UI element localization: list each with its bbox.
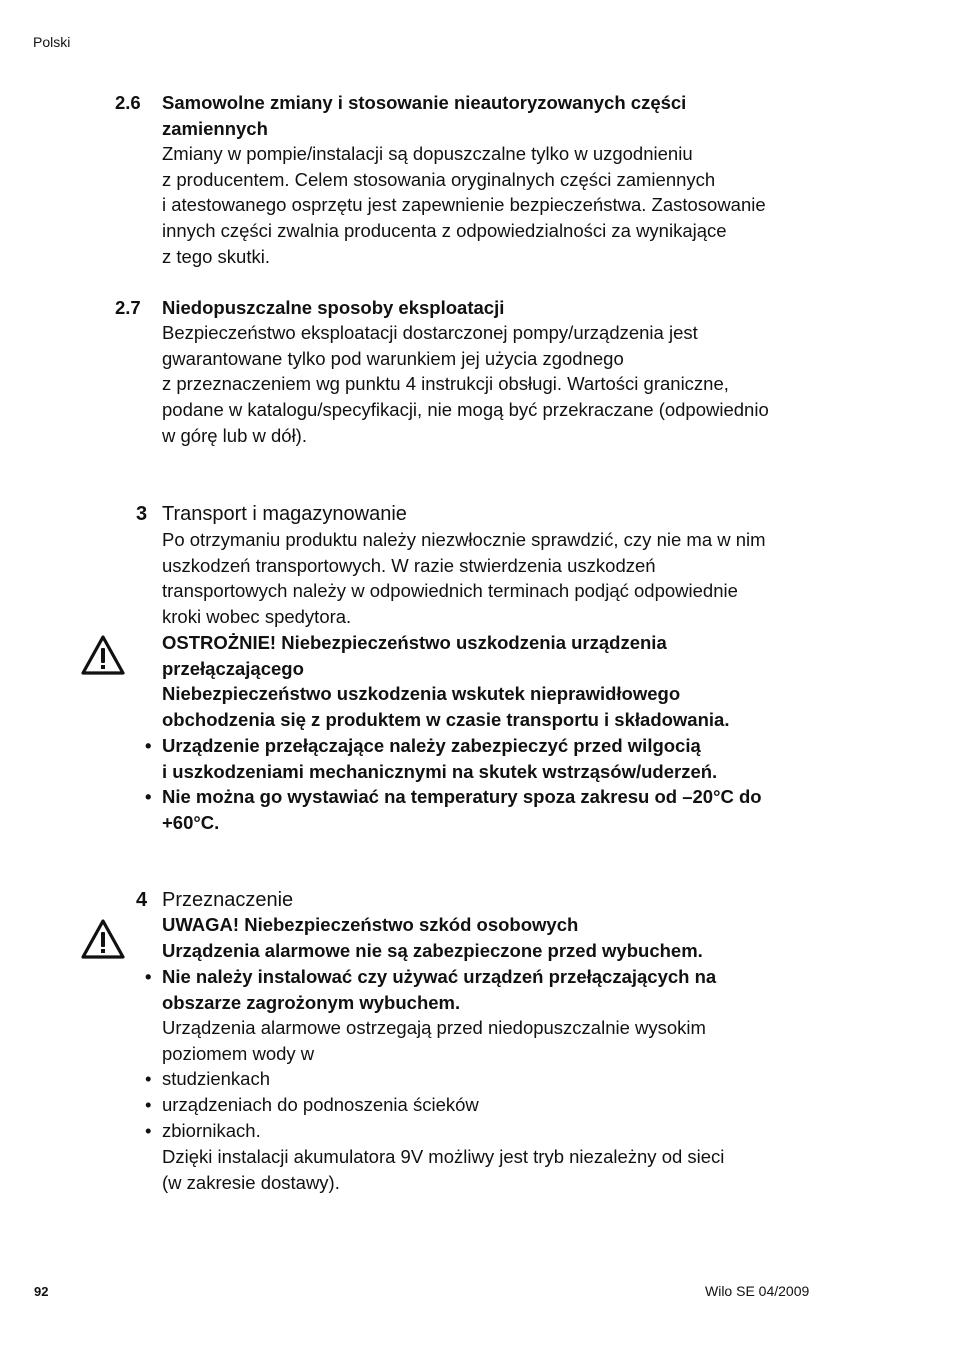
list-item-line: obszarze zagrożonym wybuchem.	[162, 991, 461, 1013]
list-item	[162, 784, 762, 835]
list-item-line: Nie należy instalować czy używać urządzeń przełączających na	[162, 966, 717, 987]
body-line: Zmiany w pompie/instalacji są dopuszczalne tylko w uzgodnieniu	[162, 143, 693, 164]
list-item	[162, 733, 717, 784]
body-line: podane w katalogu/specyfikacji, nie mogą być przekraczane (odpowiednio	[162, 399, 769, 421]
section-body-3	[162, 527, 766, 630]
warning-title: UWAGA! Niebezpieczeństwo szkód osobowych	[162, 914, 579, 935]
body-line: poziomem wody w	[162, 1042, 315, 1064]
list-item	[162, 964, 716, 1015]
list-item: zbiornikach.	[162, 1120, 261, 1141]
body-line: gwarantowane tylko pod warunkiem jej użycia zgodnego	[162, 347, 624, 369]
section-body-4	[162, 1015, 706, 1066]
warning-text: Urządzenia alarmowe nie są zabezpieczone przed wybuchem.	[162, 939, 703, 961]
list-item: urządzeniach do podnoszenia ścieków	[162, 1094, 479, 1115]
footer-publisher: Wilo SE 04/2009	[705, 1283, 810, 1299]
bullet-marker: •	[145, 735, 152, 756]
section-number-4: 4	[136, 889, 148, 911]
section-number-2-6: 2.6	[115, 92, 141, 113]
warning-title: przełączającego	[162, 657, 304, 679]
body-line: i atestowanego osprzętu jest zapewnienie bezpieczeństwa. Zastosowanie	[162, 194, 766, 216]
section-title-4: Przeznaczenie	[162, 889, 294, 911]
list-item-line: +60°C.	[162, 811, 220, 833]
warning-box-3	[162, 630, 729, 733]
list-item: studzienkach	[162, 1068, 270, 1089]
warning-triangle-icon	[80, 918, 126, 960]
section-title-line: zamiennych	[162, 117, 268, 139]
bullet-marker: •	[145, 1094, 152, 1115]
body-line: kroki wobec spedytora.	[162, 606, 352, 628]
closing-text-4	[162, 1144, 724, 1195]
section-title-2-7: Niedopuszczalne sposoby eksploatacji	[162, 297, 505, 318]
list-item-line: Urządzenie przełączające należy zabezpieczyć przed wilgocią	[162, 735, 701, 756]
section-title-3: Transport i magazynowanie	[162, 503, 407, 525]
section-title-2-6	[162, 90, 686, 141]
bullet-marker: •	[145, 786, 152, 807]
body-line: uszkodzeń transportowych. W razie stwierdzenia uszkodzeń	[162, 554, 656, 576]
warning-triangle-icon	[80, 634, 126, 676]
section-number-3: 3	[136, 503, 148, 525]
body-line: z tego skutki.	[162, 245, 270, 267]
warning-text: obchodzenia się z produktem w czasie transportu i składowania.	[162, 709, 730, 731]
body-line: z przeznaczeniem wg punktu 4 instrukcji obsługi. Wartości graniczne,	[162, 373, 729, 395]
body-line: w górę lub w dół).	[162, 424, 307, 446]
list-item-line: Nie można go wystawiać na temperatury spoza zakresu od –20°C do	[162, 786, 762, 807]
warning-box-4	[162, 912, 703, 963]
section-title-line: Samowolne zmiany i stosowanie nieautoryzowanych części	[162, 92, 687, 113]
language-label: Polski	[33, 34, 71, 50]
list-item-line: i uszkodzeniami mechanicznymi na skutek wstrząsów/uderzeń.	[162, 760, 718, 782]
body-line: Urządzenia alarmowe ostrzegają przed niedopuszczalnie wysokim	[162, 1017, 706, 1038]
warning-title: OSTROŻNIE! Niebezpieczeństwo uszkodzenia urządzenia	[162, 632, 667, 653]
body-line: z producentem. Celem stosowania oryginalnych części zamiennych	[162, 168, 716, 190]
body-line: Dzięki instalacji akumulatora 9V możliwy jest tryb niezależny od sieci	[162, 1146, 725, 1167]
body-line: innych części zwalnia producenta z odpowiedzialności za wynikające	[162, 220, 727, 242]
section-body-2-7	[162, 320, 769, 449]
bullet-marker: •	[145, 966, 152, 987]
body-line: (w zakresie dostawy).	[162, 1171, 340, 1193]
body-line: transportowych należy w odpowiednich terminach podjąć odpowiednie	[162, 580, 738, 602]
warning-text: Niebezpieczeństwo uszkodzenia wskutek nieprawidłowego	[162, 683, 681, 705]
section-body-2-6	[162, 141, 766, 270]
body-line: Po otrzymaniu produktu należy niezwłocznie sprawdzić, czy nie ma w nim	[162, 529, 766, 550]
bullet-marker: •	[145, 1068, 152, 1089]
section-number-2-7: 2.7	[115, 297, 141, 318]
body-line: Bezpieczeństwo eksploatacji dostarczonej pompy/urządzenia jest	[162, 322, 698, 343]
bullet-marker: •	[145, 1120, 152, 1141]
page-number: 92	[34, 1284, 49, 1299]
